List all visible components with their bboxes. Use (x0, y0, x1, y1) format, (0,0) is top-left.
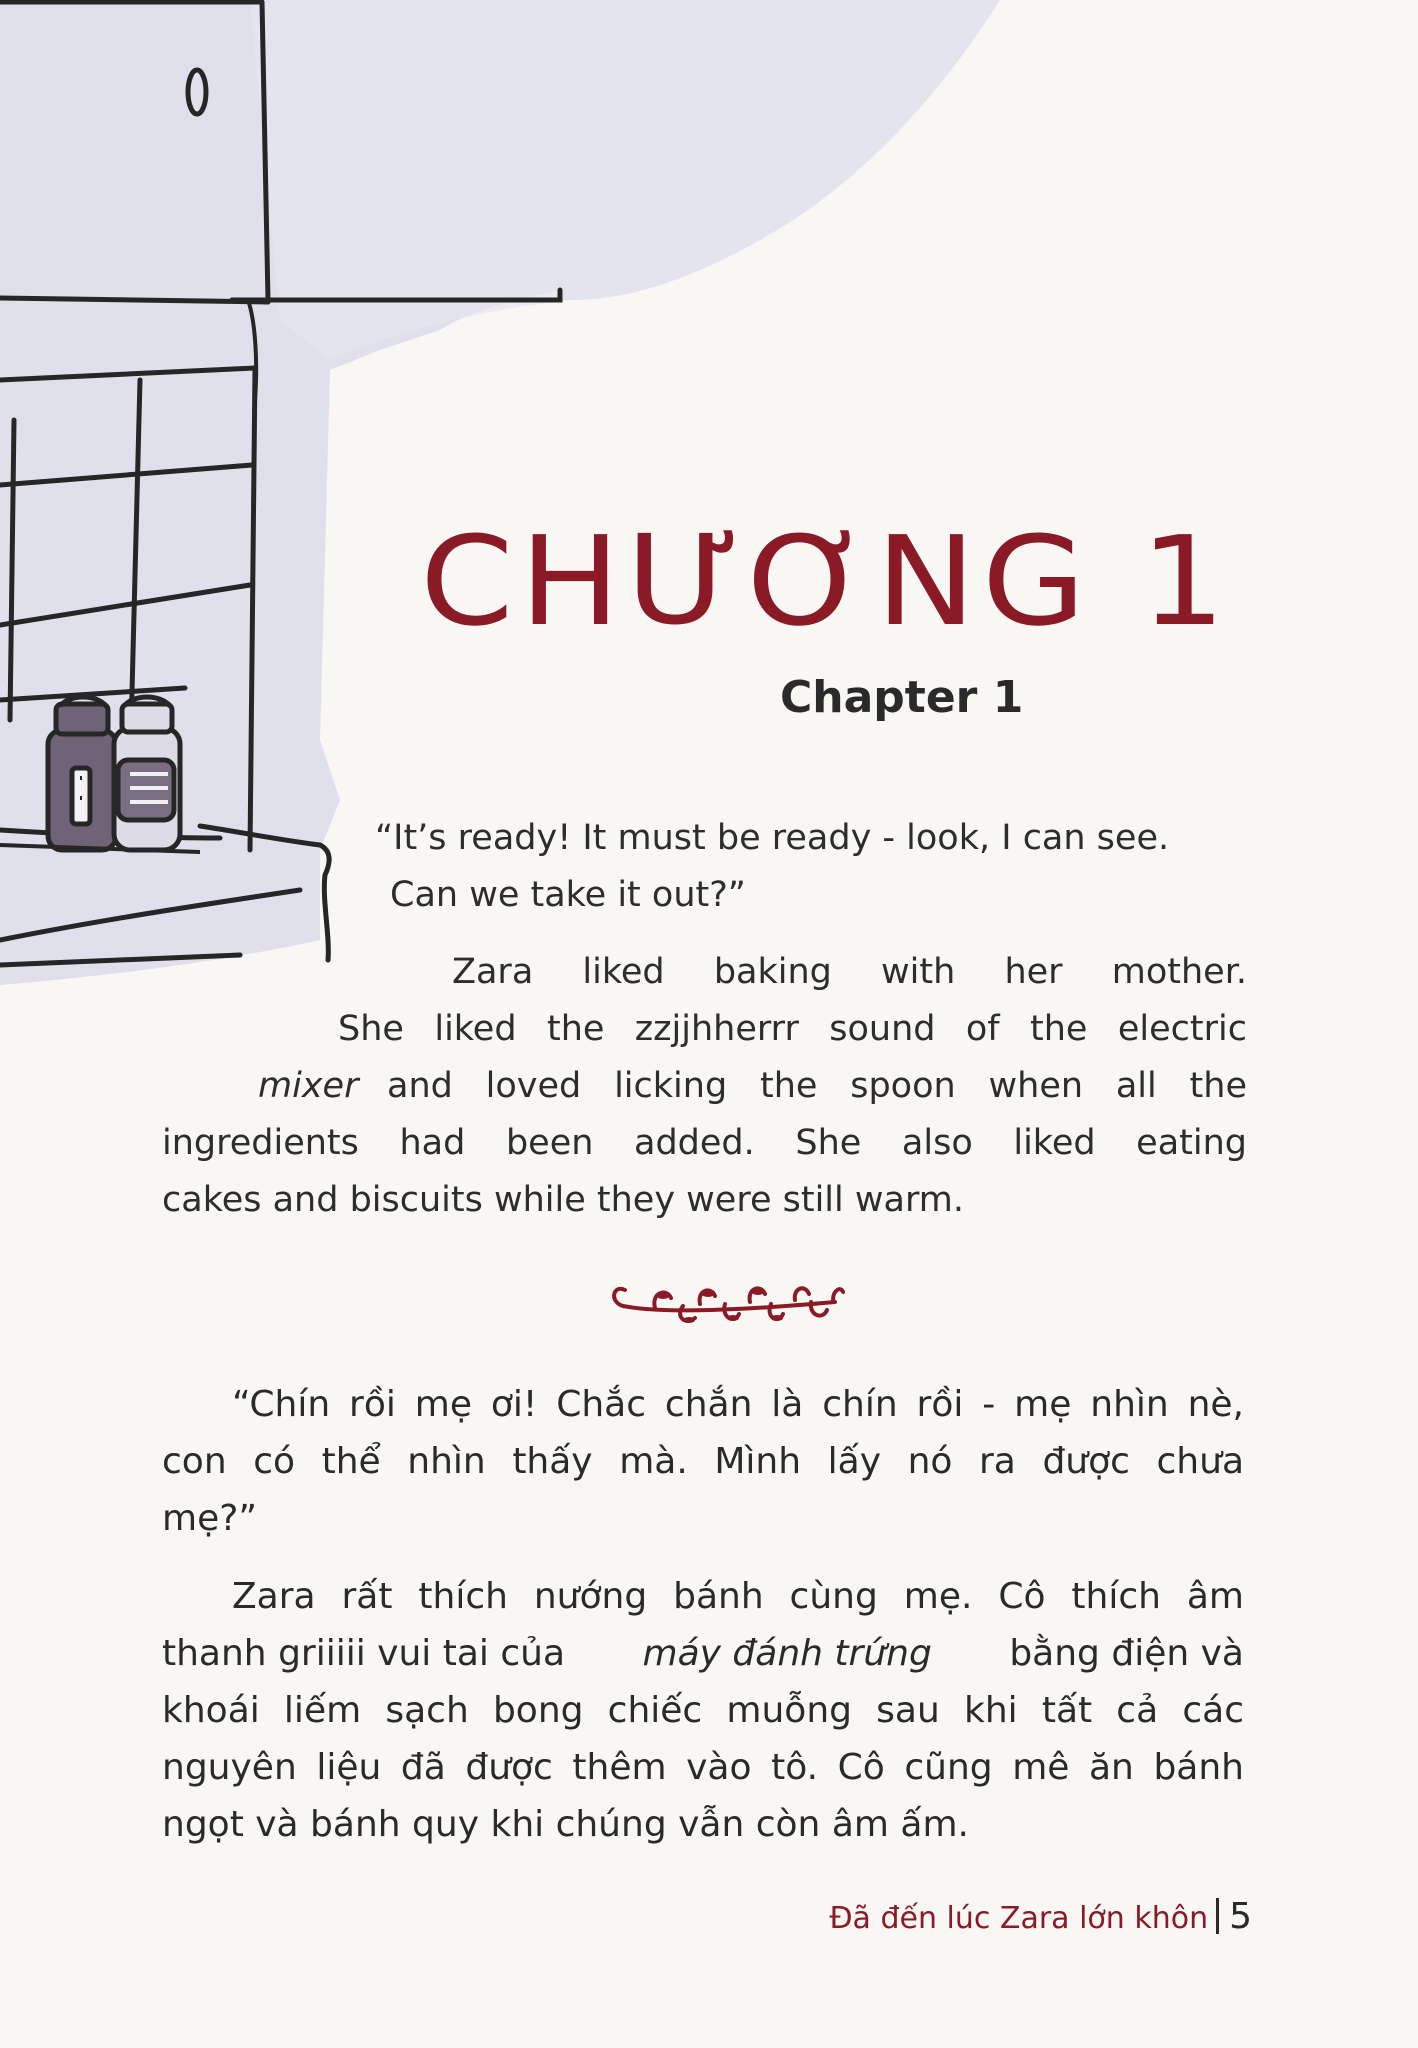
english-paragraph-line (258, 1058, 1247, 1115)
english-paragraph-line: She liked the zzjjhherrr sound of the electric (338, 1009, 1247, 1049)
vietnamese-quote-line: mẹ?” (162, 1498, 257, 1539)
vietnamese-paragraph-line: ngọt và bánh quy khi chúng vẫn còn âm ấm. (162, 1804, 969, 1845)
italic-phrase: máy đánh trứng (642, 1633, 932, 1674)
english-paragraph-line: ingredients had been added. She also liked eating (162, 1123, 1247, 1163)
english-paragraph-line: cakes and biscuits while they were still warm. (162, 1180, 964, 1220)
wall-wash-light (250, 0, 1000, 360)
vietnamese-quote-line: “Chín rồi mẹ ơi! Chắc chắn là chín rồi - mẹ nhìn nè, (232, 1384, 1244, 1425)
vietnamese-paragraph-text: bằng điện và (1009, 1633, 1244, 1674)
jar-icon (114, 697, 180, 850)
vietnamese-paragraph-line: nguyên liệu đã được thêm vào tô. Cô cũng mê ăn bánh (162, 1747, 1244, 1788)
jar-icon (48, 697, 116, 850)
italic-word: mixer (258, 1066, 359, 1106)
chapter-subtitle: Chapter 1 (780, 672, 1024, 723)
vietnamese-paragraph-line (162, 1625, 1244, 1682)
book-title: Đã đến lúc Zara lớn khôn (829, 1901, 1209, 1936)
vine-ornament-icon (605, 1262, 855, 1342)
english-quote-line: Can we take it out?” (390, 875, 746, 915)
english-paragraph-text: and loved licking the spoon when all the (387, 1066, 1247, 1106)
english-quote-line: “It’s ready! It must be ready - look, I can see. (375, 818, 1170, 858)
page-footer (829, 1896, 1252, 1937)
vietnamese-quote-line: con có thể nhìn thấy mà. Mình lấy nó ra được chưa (162, 1441, 1244, 1482)
english-paragraph-line: Zara liked baking with her mother. (452, 952, 1247, 992)
footer-divider (1216, 1898, 1219, 1934)
vietnamese-paragraph-line: Zara rất thích nướng bánh cùng mẹ. Cô thích âm (232, 1576, 1244, 1617)
vietnamese-paragraph-text: thanh griiiii vui tai của (162, 1633, 566, 1674)
vietnamese-paragraph-line: khoái liếm sạch bong chiếc muỗng sau khi tất cả các (162, 1690, 1244, 1731)
page-number: 5 (1229, 1896, 1252, 1937)
chapter-title: CHƯƠNG 1 (420, 509, 1232, 654)
